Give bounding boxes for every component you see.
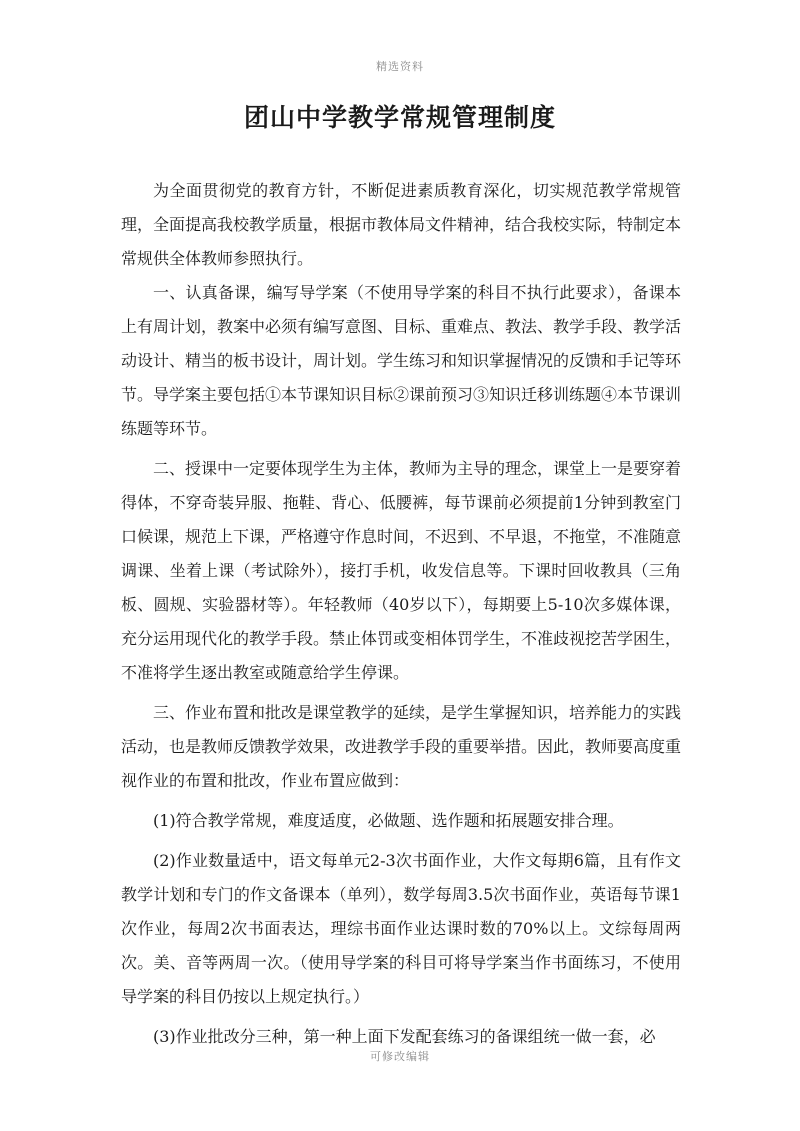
- paragraph-section-3-homework: 三、作业布置和批改是课堂教学的延续，是学生掌握知识，培养能力的实践活动，也是教师反馈教学效果，改进教学手段的重要举措。因此，教师要高度重视作业的布置和批改，作业布置应做到：: [121, 703, 682, 790]
- document-body: [121, 174, 681, 1060]
- paragraph-section-1-lesson-prep: 一、认真备课，编写导学案（不使用导学案的科目不执行此要求），备课本上有周计划，教案中必须有编写意图、目标、重难点、教法、教学手段、教学活动设计、精当的板书设计，周计划。学生练习和知识掌握情况的反馈和手记等环节。导学案主要包括①本节课知识目标②课前预习③知识迁移训练题④本节课训练题等环节。: [121, 283, 682, 438]
- header-watermark: 精选资料: [376, 60, 424, 73]
- paragraph-section-2-teaching: 二、授课中一定要体现学生为主体，教师为主导的理念，课堂上一是要穿着得体，不穿奇装异服、拖鞋、背心、低腰裤，每节课前必须提前1分钟到教室门口候课，规范上下课，严格遵守作息时间，不迟到、不早退，不拖堂，不准随意调课、坐着上课（考试除外），接打手机，收发信息等。下课时回收教具（三角板、圆规、实验器材等）。年轻教师（40岁以下），每期要上5-10次多媒体课，充分运用现代化的教学手段。禁止体罚或变相体罚学生，不准歧视挖苦学困生，不准将学生逐出教室或随意给学生停课。: [121, 459, 682, 682]
- footer-watermark: 可修改编辑: [370, 1050, 430, 1063]
- paragraph-homework-item-2: (2)作业数量适中，语文每单元2-3次书面作业，大作文每期6篇，且有作文教学计划和专门的作文备课本（单列），数学每周3.5次书面作业，英语每节课1次作业，每周2次书面表达，理综书面作业达课时数的70%以上。文综每周两次。美、音等两周一次。（使用导学案的科目可将导学案当作书面练习，不使用导学案的科目仍按以上规定执行。）: [121, 851, 681, 1006]
- document-title: 团山中学教学常规管理制度: [243, 103, 556, 132]
- paragraph-homework-item-1: (1)符合教学常规，难度适度，必做题、选作题和拓展题安排合理。: [153, 811, 624, 830]
- paragraph-homework-item-3: (3)作业批改分三种，第一种上面下发配套练习的备课组统一做一套，必: [153, 1027, 656, 1046]
- paragraph-intro: 为全面贯彻党的教育方针，不断促进素质教育深化，切实规范教学常规管理，全面提高我校教学质量，根据市教体局文件精神，结合我校实际，特制定本常规供全体教师参照执行。: [121, 181, 682, 268]
